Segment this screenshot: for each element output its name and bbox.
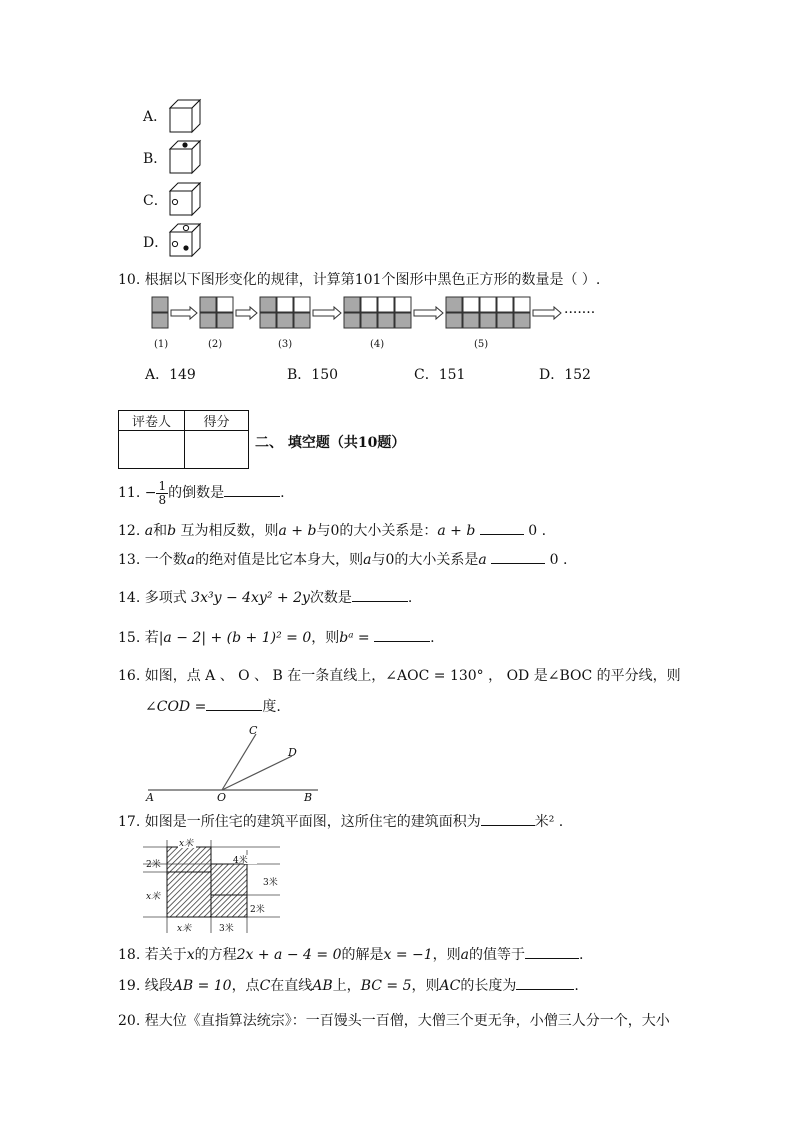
figure-label-3: (3) bbox=[278, 339, 293, 350]
question-18: 18. 若关于x的方程2x + a − 4 = 0的解是x = −1，则a的值等于 . bbox=[118, 947, 584, 963]
question-11: 11. − $\frac{1}{8}$ 的倒数是 . bbox=[118, 478, 285, 507]
answer-blank[interactable] bbox=[206, 710, 262, 711]
label-mid-4: 4米 bbox=[233, 856, 248, 866]
grader-cell bbox=[119, 431, 185, 469]
option-c-label: C． bbox=[143, 193, 168, 209]
pattern-figure bbox=[148, 295, 608, 355]
question-13: 13. 一个数a的绝对值是比它本身大，则a与0的大小关系是a 0 . bbox=[118, 552, 568, 568]
choice-d: D．152 bbox=[539, 367, 591, 383]
label-left-x: x米 bbox=[146, 892, 161, 902]
question-14: 14. 多项式 3x³y − 4xy² + 2y次数是 . bbox=[118, 590, 413, 606]
point-label-a: A bbox=[146, 791, 154, 802]
label-top-x: x米 bbox=[179, 839, 194, 849]
label-left-2: 2米 bbox=[146, 860, 161, 870]
label-right-3: 3米 bbox=[263, 878, 278, 888]
question-16-line2: ∠COD = 度. bbox=[145, 699, 281, 715]
fraction: $\frac{1}{8}$ bbox=[158, 478, 167, 507]
question-15: 15. 若|a − 2| + (b + 1)² = 0，则bᵃ = . bbox=[118, 630, 435, 646]
option-a-label: A． bbox=[143, 109, 168, 125]
cube-figure-a bbox=[166, 98, 204, 134]
black-dot-icon bbox=[182, 142, 187, 147]
answer-blank[interactable] bbox=[374, 641, 430, 642]
angle-figure bbox=[140, 722, 330, 802]
grader-header: 评卷人 bbox=[119, 411, 185, 431]
section-title: 二、 填空题（共10题） bbox=[255, 435, 406, 451]
cube-figure-d bbox=[166, 222, 204, 260]
answer-blank[interactable] bbox=[525, 958, 579, 959]
hollow-dot-icon bbox=[183, 225, 188, 230]
label-bottom-3: 3米 bbox=[219, 924, 234, 934]
answer-blank[interactable] bbox=[224, 496, 280, 497]
answer-blank[interactable] bbox=[516, 989, 574, 990]
question-10: 10. 根据以下图形变化的规律，计算第101个图形中黑色正方形的数量是（ ）. bbox=[118, 272, 601, 288]
option-b-label: B． bbox=[143, 151, 168, 167]
option-d-label: D． bbox=[143, 235, 169, 251]
point-label-d: D bbox=[288, 746, 297, 759]
label-bottom-x: x米 bbox=[177, 924, 192, 934]
figure-label-4: (4) bbox=[370, 339, 385, 350]
figure-label-1: (1) bbox=[154, 339, 169, 350]
continuation-dots: ······· bbox=[564, 305, 596, 321]
point-label-o: O bbox=[217, 791, 227, 802]
cube-figure-b bbox=[166, 139, 204, 177]
black-dot-icon bbox=[183, 245, 188, 250]
question-16: 16. 如图，点 A 、 O 、 B 在一条直线上，∠AOC = 130° ， OD 是∠BOC 的平分线，则 bbox=[118, 668, 681, 684]
answer-blank[interactable] bbox=[491, 563, 545, 564]
score-header: 得分 bbox=[185, 411, 249, 431]
answer-blank[interactable] bbox=[481, 825, 535, 826]
question-20: 20. 程大位《直指算法统宗》：一百馒头一百僧，大僧三个更无争，小僧三人分一个，大小 bbox=[118, 1013, 670, 1029]
label-right-2: 2米 bbox=[250, 905, 265, 915]
choice-b: B．150 bbox=[287, 367, 339, 383]
choice-a: A．149 bbox=[145, 367, 196, 383]
score-table bbox=[118, 410, 249, 469]
floor-plan-figure bbox=[143, 836, 285, 936]
answer-blank[interactable] bbox=[352, 601, 408, 602]
hollow-dot-icon bbox=[172, 241, 177, 246]
cube-figure-c bbox=[166, 181, 204, 219]
point-label-c: C bbox=[249, 724, 258, 737]
figure-label-5: (5) bbox=[474, 339, 489, 350]
choice-c: C．151 bbox=[414, 367, 466, 383]
point-label-b: B bbox=[304, 791, 313, 802]
answer-blank[interactable] bbox=[480, 534, 524, 535]
hollow-dot-icon bbox=[172, 199, 177, 204]
question-19: 19. 线段AB = 10，点C在直线AB上，BC = 5，则AC的长度为 . bbox=[118, 978, 579, 994]
question-17: 17. 如图是一所住宅的建筑平面图，这所住宅的建筑面积为 米² . bbox=[118, 814, 564, 830]
question-12: 12. a和b 互为相反数，则a + b与0的大小关系是：a + b 0 . bbox=[118, 523, 547, 539]
figure-label-2: (2) bbox=[208, 339, 223, 350]
score-cell bbox=[185, 431, 249, 469]
